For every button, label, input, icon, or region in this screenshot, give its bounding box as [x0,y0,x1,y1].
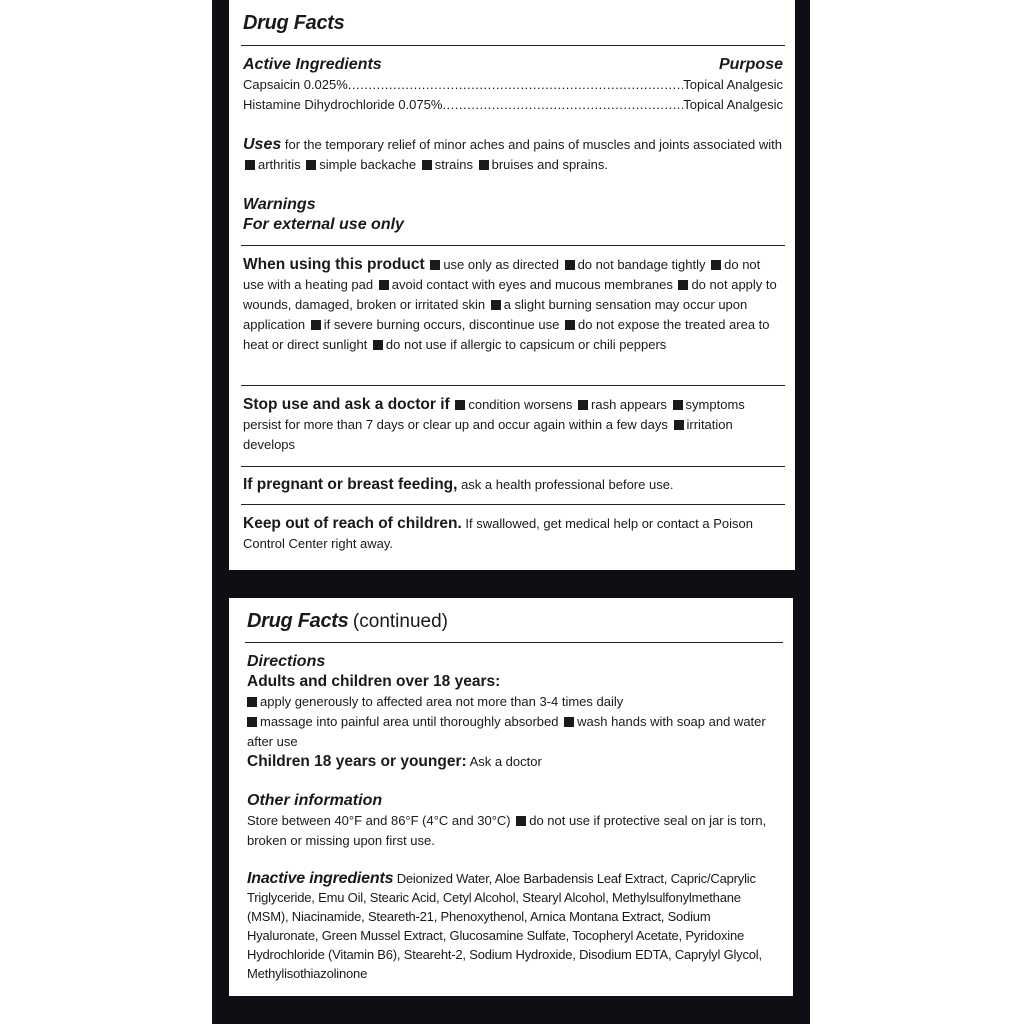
children-label: Children 18 years or younger: [247,753,467,770]
children-directions: Children 18 years or younger: Ask a doctor [247,753,542,770]
purpose-label: Purpose [718,56,783,73]
directions-label: Directions [247,653,326,670]
bullet-square [373,340,383,350]
pregnant-label: If pregnant or breast feeding, [243,476,458,493]
warnings-section [229,190,795,570]
bullet-square [479,160,489,170]
warnings-title: Warnings [243,196,316,213]
when-using-block: When using this product use only as directed do not bandage tightly do not use with a heating pad avoid contact with eyes and mucous membranes do not apply to wounds, damaged, broken or irritated skin a slight burning sensation may occur upon application if severe burning occurs, discontinue use do not expose the treated area to heat or direct sunlight do not use if allergic to capsicum or chili peppers [243,256,777,352]
other-information-text: Store between 40°F and 86°F (4°C and 30°C) do not use if protective seal on jar is torn, broken or missing upon first use. [247,813,767,848]
ingredient-row [243,95,783,115]
active-ingredients-section [229,0,795,126]
dot-leader [348,75,683,95]
inactive-ingredients-label: Inactive ingredients [247,870,394,887]
bullet-square [516,816,526,826]
bullet-square [673,400,683,410]
adults-label: Adults and children over 18 years: [247,673,501,690]
bullet-square [491,300,501,310]
ingredient-name: Capsaicin 0.025% [243,77,348,92]
ingredient-row [243,75,783,95]
drug-facts-continued-panel [229,598,793,996]
bullet-square [711,260,721,270]
keep-out-block: Keep out of reach of children. If swallowed, get medical help or contact a Poison Control Center right away. [243,515,753,551]
other-information-section [229,786,793,856]
bullet-square [379,280,389,290]
drug-facts-title: Drug Facts [247,610,349,632]
directions-section [229,598,793,778]
ingredient-purpose: Topical Analgesic [683,77,783,92]
bullet-square [247,697,257,707]
bullet-square [565,260,575,270]
pregnant-block: If pregnant or breast feeding, ask a health professional before use. [243,476,674,493]
drug-facts-panel [229,0,795,570]
ingredient-purpose: Topical Analgesic [683,97,783,112]
uses-label: Uses [243,136,282,153]
adults-directions: apply generously to affected area not more than 3-4 times daily massage into painful area until thoroughly absorbed wash hands with soap and water after use [247,694,766,749]
bullet-square [674,420,684,430]
bullet-square [311,320,321,330]
bullet-square [306,160,316,170]
bullet-square [565,320,575,330]
active-ingredients-header [243,55,783,75]
bullet-square [678,280,688,290]
bullet-square [245,160,255,170]
bullet-square [247,717,257,727]
uses-text: Uses for the temporary relief of minor aches and pains of muscles and joints associated with arthritis simple backache strains bruises and sprains. [243,136,783,172]
bullet-square [455,400,465,410]
bullet-square [578,400,588,410]
inactive-ingredients-text: Inactive ingredients Deionized Water, Aloe Barbadensis Leaf Extract, Capric/Caprylic Triglyceride, Emu Oil, Stearic Acid, Cetyl Alcohol, Stearyl Alcohol, Methylsulfonylmethane (MSM), Niacinamide, Steareth-21, Phenoxythenol, Arnica Montana Extract, Sodium Hyaluronate, Green Mussel Extract, Glucosamine Sulfate, Tocopheryl Acetate, Pyridoxine Hydrochloride (Vitamin B6), Steareht-2, Sodium Hydroxide, Disodium EDTA, Caprylyl Glycol, Methylisothiazolinone [247,870,762,981]
inactive-ingredients-section [229,864,793,996]
divider [241,245,785,246]
other-information-label: Other information [247,792,383,809]
divider [241,385,785,386]
bullet-square [430,260,440,270]
continued-label: (continued) [352,611,448,632]
divider [241,466,785,467]
stop-use-label: Stop use and ask a doctor if [243,396,450,413]
bullet-square [422,160,432,170]
stop-use-block: Stop use and ask a doctor if condition worsens rash appears symptoms persist for more than 7 days or clear up and occur again within a few days irritation develops [243,396,745,452]
external-use-only: For external use only [243,216,404,233]
dot-leader [442,95,683,115]
divider [241,45,785,46]
divider [245,642,783,643]
uses-section [229,132,795,184]
ingredient-name: Histamine Dihydrochloride 0.075% [243,97,443,112]
bullet-square [564,717,574,727]
when-using-label: When using this product [243,256,425,273]
divider [241,504,785,505]
active-ingredients-label: Active Ingredients [243,56,382,73]
drug-facts-title: Drug Facts [243,12,345,34]
keep-out-label: Keep out of reach of children. [243,515,462,532]
